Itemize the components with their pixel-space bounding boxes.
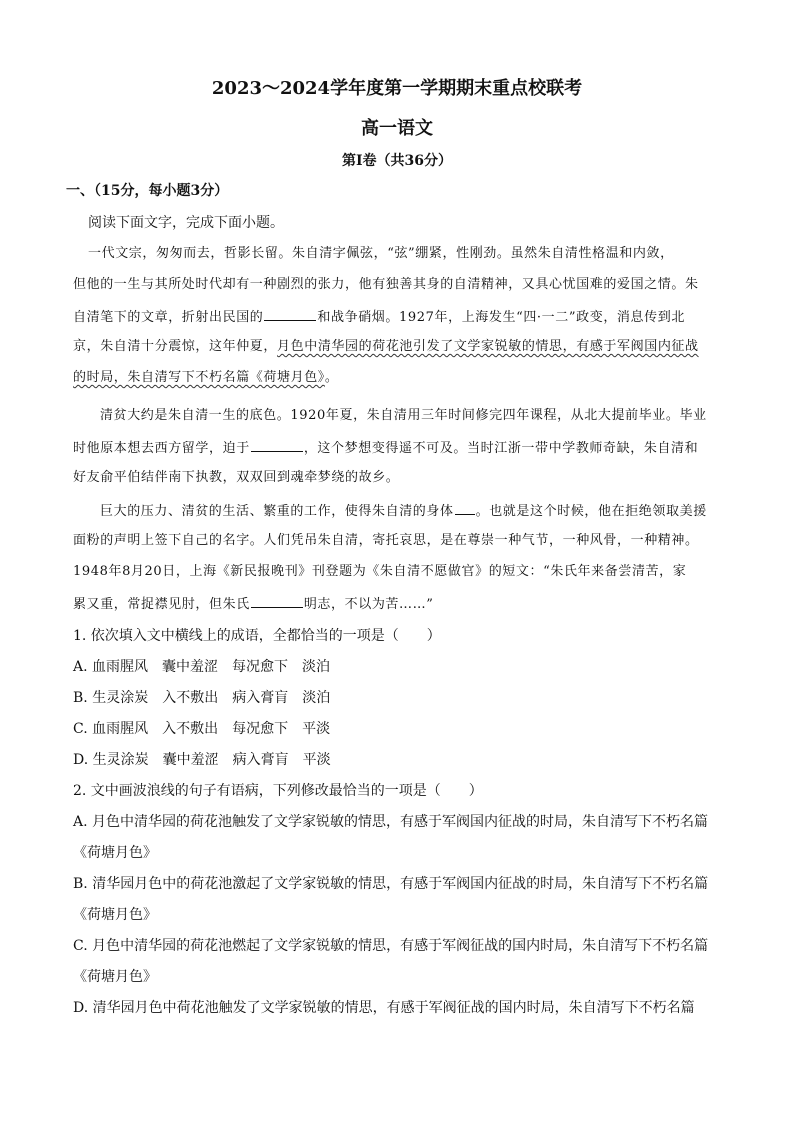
question-2-option-b: B. 清华园月色中的荷花池激起了文学家锐敏的情思，有感于军阀国内征战的时局，朱自清写下不朽名篇 [73, 876, 709, 892]
passage-line: 好友俞平伯结伴南下执教，双双回到魂牵梦绕的故乡。 [73, 470, 400, 485]
question-2-stem: 2. 文中画波浪线的句子有语病，下列修改最恰当的一项是（ ） [73, 783, 483, 799]
fill-blank [455, 500, 475, 515]
passage-text: 京，朱自清十分震惊，这年仲夏， [73, 339, 278, 354]
exam-title: 2023～2024学年度第一学期期末重点校联考 [211, 78, 583, 99]
question-1-stem: 1. 依次填入文中横线上的成语，全都恰当的一项是（ ） [73, 628, 441, 644]
passage-text: ，这个梦想变得遥不可及。当时江浙一带中学教师奇缺，朱自清和 [303, 441, 699, 456]
question-1-option-b: B. 生灵涂炭 入不敷出 病入膏肓 淡泊 [73, 690, 331, 706]
passage-line: 但他的一生与其所处时代却有一种剧烈的张力，他有独善其身的自清精神，又具心忧国难的爱国之情。朱 [73, 277, 699, 292]
question-1-option-c: C. 血雨腥风 入不敷出 每况愈下 平淡 [73, 721, 331, 737]
wavy-underlined-sentence: 的时局，朱自清写下不朽名篇《荷塘月色》 [73, 370, 325, 385]
question-2-option-c: C. 月色中清华园的荷花池燃起了文学家锐敏的情思，有感于军阀征战的国内时局，朱自清写下不朽名篇 [73, 938, 709, 954]
passage-text: 巨大的压力、清贫的生活、繁重的工作，使得朱自清的身体 [100, 504, 454, 519]
passage-text: 自清笔下的文章，折射出民国的 [73, 310, 264, 325]
question-1-option-d: D. 生灵涂炭 囊中羞涩 病入膏肓 平淡 [73, 752, 331, 768]
passage-text: 。 [324, 370, 339, 385]
fill-blank [251, 437, 303, 452]
passage-text: 和战争硝烟。1927年，上海发生“四·一二”政变，消息传到北 [317, 310, 685, 325]
passage-line: 清贫大约是朱自清一生的底色。1920年夏，朱自清用三年时间修完四年课程，从北大提前毕业。毕业 [100, 408, 707, 423]
passage-line: 面粉的声明上签下自己的名字。人们凭吊朱自清，寄托哀思，是在尊崇一种气节，一种风骨，一种精神。 [73, 533, 699, 548]
passage-line [100, 500, 707, 522]
fill-blank [251, 593, 303, 608]
question-1-option-a: A. 血雨腥风 囊中羞涩 每况愈下 淡泊 [73, 659, 331, 675]
passage-text: 累又重，常捉襟见肘，但朱氏 [73, 597, 250, 612]
fill-blank [264, 306, 316, 321]
question-2-option-a-cont: 《荷塘月色》 [73, 845, 157, 861]
passage-line: 1948年8月20日，上海《新民报晚刊》刊登题为《朱自清不愿做官》的短文：“朱氏年来备尝清苦，家 [73, 564, 687, 579]
passage-text: 。也就是这个时候，他在拒绝领取美援 [475, 504, 707, 519]
passage-line [73, 437, 698, 459]
question-2-option-b-cont: 《荷塘月色》 [73, 907, 157, 923]
wavy-underlined-sentence: 月色中清华园的荷花池引发了文学家锐敏的情思，有感于军阀国内征战 [277, 339, 699, 354]
volume-title: 第Ⅰ卷（共36分） [341, 153, 453, 169]
passage-line [73, 337, 699, 357]
subject-title: 高一语文 [361, 118, 433, 139]
question-2-option-c-cont: 《荷塘月色》 [73, 969, 157, 985]
question-2-option-a: A. 月色中清华园的荷花池触发了文学家锐敏的情思，有感于军阀国内征战的时局，朱自清写下不朽名篇 [73, 814, 709, 830]
section-heading: 一、（15分，每小题3分） [66, 183, 229, 199]
question-2-option-d: D. 清华园月色中荷花池触发了文学家锐敏的情思，有感于军阀征战的国内时局，朱自清写下不朽名篇 [73, 1000, 695, 1016]
passage-line [73, 593, 433, 615]
instruction-text: 阅读下面文字，完成下面小题。 [88, 215, 284, 231]
passage-line: 一代文宗，匆匆而去，哲影长留。朱自清字佩弦，“弦”绷紧，性刚劲。虽然朱自清性格温和内敛， [88, 246, 674, 261]
passage-line [73, 368, 339, 388]
passage-line [73, 306, 685, 328]
passage-text: 时他原本想去西方留学，迫于 [73, 441, 250, 456]
passage-text: 明志，不以为苦……” [303, 597, 434, 612]
